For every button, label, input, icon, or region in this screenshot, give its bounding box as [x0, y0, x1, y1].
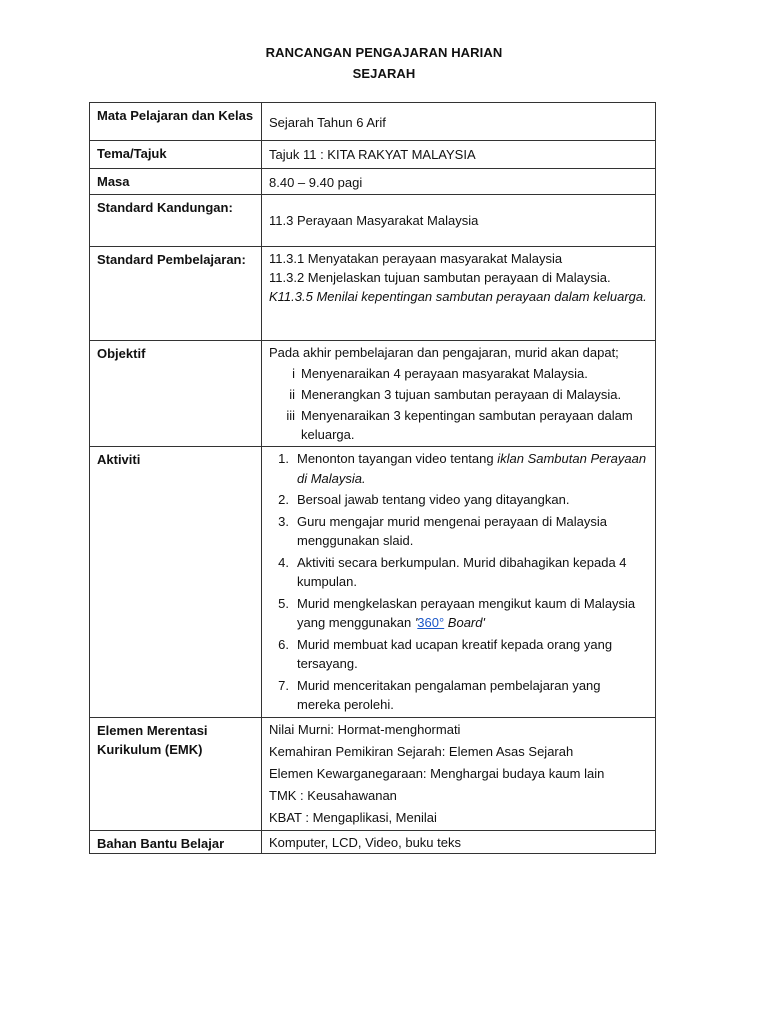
list-text: Murid membuat kad ucapan kreatif kepada orang yang tersayang. — [297, 636, 613, 671]
list-text: Guru mengajar murid mengenai perayaan di Malaysia menggunakan slaid. — [297, 513, 607, 548]
list-number: 6. — [278, 636, 289, 652]
list-item — [269, 676, 647, 715]
learning-standard-line: 11.3.2 Menjelaskan tujuan sambutan perayaan di Malaysia. — [269, 270, 611, 285]
table-row — [90, 341, 656, 447]
table-row — [90, 141, 656, 169]
learning-standard-line: K11.3.5 Menilai kepentingan sambutan perayaan dalam keluarga. — [269, 289, 647, 304]
list-number: ii — [289, 387, 295, 402]
row-label: Standard Kandungan: — [90, 195, 262, 247]
row-label: Mata Pelajaran dan Kelas — [90, 103, 262, 141]
row-value: Tajuk 11 : KITA RAKYAT MALAYSIA — [262, 141, 656, 169]
list-text-part: Murid mengkelaskan perayaan mengikut kaum di Malaysia yang menggunakan — [297, 595, 636, 630]
list-text-italic: Board' — [444, 615, 485, 630]
row-value — [262, 447, 656, 718]
document-title: RANCANGAN PENGAJARAN HARIAN — [265, 45, 503, 60]
objective-intro: Pada akhir pembelajaran dan pengajaran, murid akan dapat; — [269, 345, 619, 360]
list-text: Menerangkan 3 tujuan sambutan perayaan di Malaysia. — [301, 387, 622, 402]
emk-line: Nilai Murni: Hormat-menghormati — [269, 721, 461, 737]
list-item — [269, 594, 647, 633]
list-text — [297, 449, 647, 488]
row-label: Aktiviti — [90, 447, 262, 718]
row-label: Elemen Merentasi Kurikulum (EMK) — [90, 717, 262, 830]
learning-standard-line: 11.3.1 Menyatakan perayaan masyarakat Malaysia — [269, 251, 563, 266]
table-row — [90, 103, 656, 141]
table-row — [90, 247, 656, 341]
list-text-quote: ' — [414, 615, 418, 630]
list-text-italic: iklan Sambutan Perayaan di Malaysia. — [297, 451, 647, 486]
list-text: Aktiviti secara berkumpulan. Murid dibahagikan kepada 4 kumpulan. — [297, 554, 627, 589]
list-number: i — [292, 366, 295, 381]
row-value — [262, 247, 656, 341]
row-label: Tema/Tajuk — [90, 141, 262, 169]
table-row — [90, 195, 656, 247]
list-item — [269, 364, 647, 383]
row-label: Objektif — [90, 341, 262, 447]
emk-line: Kemahiran Pemikiran Sejarah: Elemen Asas Sejarah — [269, 743, 574, 759]
list-number: 3. — [278, 513, 289, 529]
table-row — [90, 830, 656, 853]
360-board-link[interactable]: 360° — [417, 615, 445, 630]
list-number: iii — [286, 408, 295, 423]
list-text: Menyenaraikan 4 perayaan masyarakat Malaysia. — [301, 366, 588, 381]
table-row — [90, 717, 656, 830]
list-number: 1. — [278, 451, 289, 466]
list-number: 5. — [278, 595, 289, 611]
row-value: Sejarah Tahun 6 Arif — [262, 103, 656, 141]
list-item — [269, 635, 647, 674]
row-label: Masa — [90, 169, 262, 195]
emk-line: Elemen Kewarganegaraan: Menghargai budaya kaum lain — [269, 765, 605, 781]
list-number: 2. — [278, 492, 289, 507]
document-subtitle: SEJARAH — [352, 66, 416, 81]
list-text: Murid menceritakan pengalaman pembelajaran yang mereka perolehi. — [297, 677, 601, 712]
row-value — [262, 717, 656, 830]
lesson-plan-table — [89, 102, 656, 854]
row-label: Bahan Bantu Belajar — [90, 830, 262, 853]
row-value: 11.3 Perayaan Masyarakat Malaysia — [262, 195, 656, 247]
row-value: 8.40 – 9.40 pagi — [262, 169, 656, 195]
list-number: 4. — [278, 554, 289, 570]
table-row — [90, 447, 656, 718]
list-text-part: Menonton tayangan video tentang — [297, 451, 498, 466]
list-item — [269, 512, 647, 551]
list-number: 7. — [278, 677, 289, 693]
row-value — [262, 341, 656, 447]
list-item — [269, 553, 647, 592]
list-item — [269, 406, 647, 444]
list-item — [269, 490, 647, 510]
row-value: Komputer, LCD, Video, buku teks — [262, 830, 656, 853]
list-item — [269, 449, 647, 488]
emk-line: TMK : Keusahawanan — [269, 787, 397, 803]
row-label: Standard Pembelajaran: — [90, 247, 262, 341]
list-text: Menyenaraikan 3 kepentingan sambutan perayaan dalam keluarga. — [301, 408, 633, 442]
emk-line: KBAT : Mengaplikasi, Menilai — [269, 809, 437, 825]
list-item — [269, 385, 647, 404]
list-text — [297, 594, 647, 633]
table-row — [90, 169, 656, 195]
activity-list — [269, 449, 647, 715]
list-text: Bersoal jawab tentang video yang ditayangkan. — [297, 492, 570, 507]
